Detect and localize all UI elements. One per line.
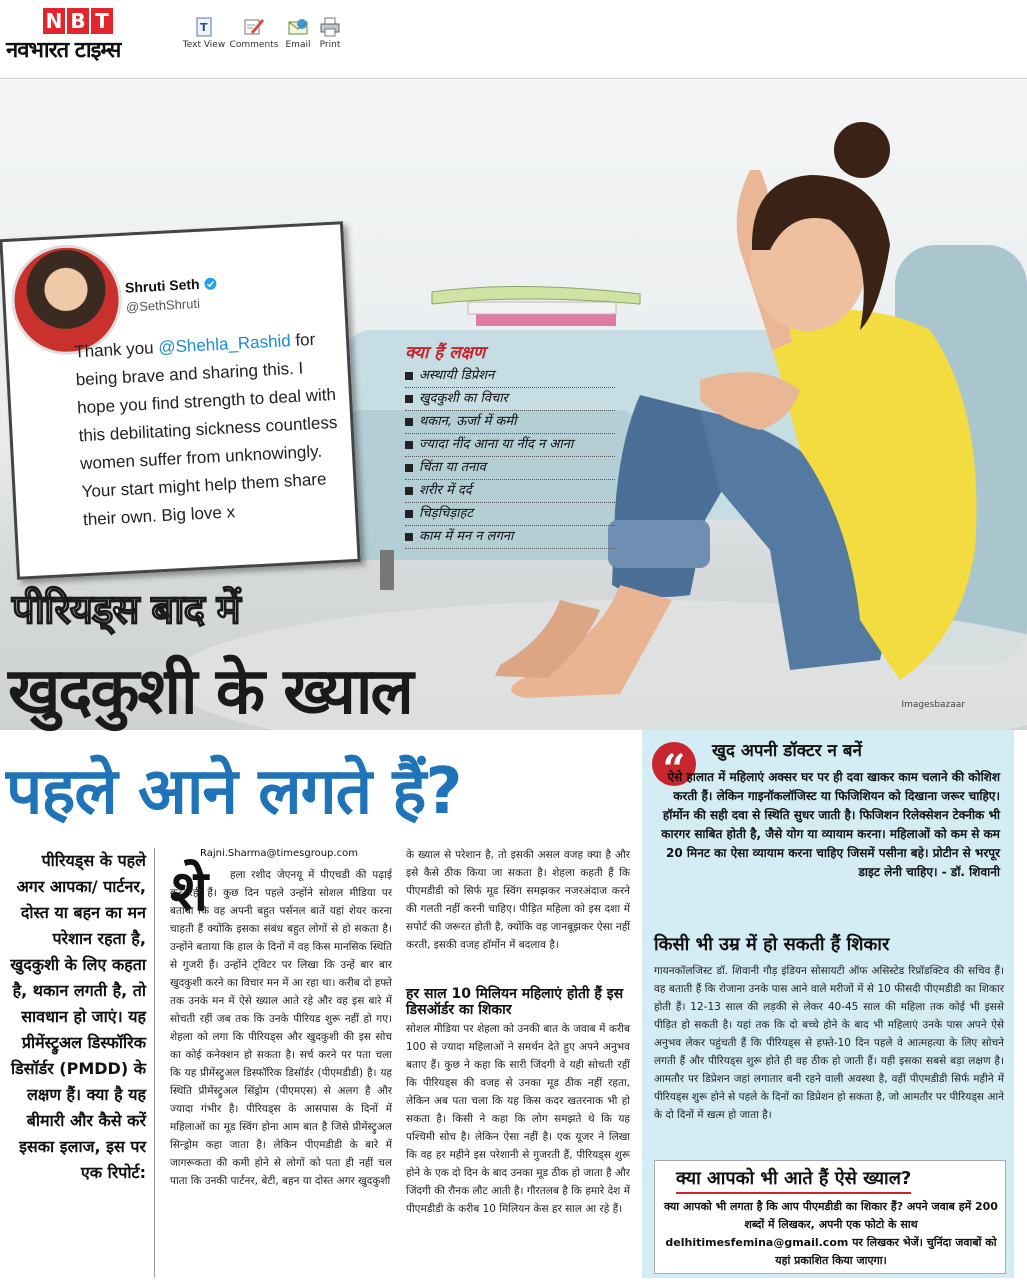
symptom-item: शरीर में दर्द <box>405 480 615 503</box>
tweet-text-end: for being brave and sharing this. I hope you find strength to deal with this debilitating sickness countless women suffer from unknowingly. Your start might help them share their own. Big love x <box>75 329 338 530</box>
column-divider <box>154 848 155 1278</box>
tweet-author-name <box>125 275 217 296</box>
text-view-button[interactable] <box>178 16 230 50</box>
symptom-item: चिड़चिड़ाहट <box>405 503 615 526</box>
headline-line-2: खुदकुशी के ख्याल <box>8 655 412 729</box>
logo-letter-b: B <box>67 8 89 34</box>
bullet-icon <box>405 372 413 380</box>
nbt-logo[interactable] <box>43 8 113 36</box>
tweet-author-handle: @SethShruti <box>125 295 201 315</box>
drop-cap: शे <box>170 859 209 924</box>
headline-line-1: पीरियड्स बाद में <box>12 587 240 633</box>
article-column-2-continued: सोशल मीडिया पर शेहला को उनकी बात के जवाब में करीब 100 से ज्यादा महिलाओं ने समर्थन देते हुए अपने अनुभव बताए हैं। कुछ ने कहा कि सारी जिंदगी वे यही सोचती रहीं कि पीरियड्स की वजह से उनका मूड ठीक नहीं रहता, लेकिन अब पता चला कि यह किस कदर खतरनाक भी हो सकता है। किसी ने कहा कि लोग समझते थे कि यह पश्चिमी सोच है। लेकिन ऐसा नहीं है। एक यूजर ने लिखा कि वह हर महीने इस परेशानी से गुजरती हैं, पीरियड्स शुरू होने के एक दो दिन के बाद उनका मूड ठीक हो जाता है और जिंदगी की रौनक लौट आती है। गौरतलब है कि हमारे देश में पीएमडीडी के करीब 10 मिलियन केस हर साल आ रहे हैं। <box>406 1023 630 1215</box>
text-view-label: Text View <box>182 40 226 50</box>
bullet-icon <box>405 395 413 403</box>
logo-letter-n: N <box>43 8 65 34</box>
comments-icon <box>243 16 265 38</box>
contact-email-link[interactable]: delhitimesfemina@gmail.com <box>665 1236 849 1249</box>
print-label: Print <box>319 40 341 50</box>
email-label: Email <box>285 40 311 50</box>
quote-icon: “ <box>652 742 696 786</box>
symptom-item: अस्थायी डिप्रेशन <box>405 365 615 388</box>
tweet-author-name-text: Shruti Seth <box>124 275 201 296</box>
reader-callout-text: क्या आपको भी लगता है कि आप पीएमडीडी का शिकार हैं? अपने जवाब हमें 200 शब्दों में लिखकर, अपनी एक फोटो के साथ delhitimesfemina@gmail.com पर लिखकर भेजें। चुनिंदा जवाबों को यहां प्रकाशित किया जाएगा। <box>664 1200 998 1267</box>
headline-line-3: पहले आने लगते हैं? <box>6 755 462 829</box>
verified-badge-icon <box>203 277 217 291</box>
symptoms-box <box>405 340 615 549</box>
article-subheading: हर साल 10 मिलियन महिलाएं होती हैं इस डिसऑर्डर का शिकार <box>406 986 624 1018</box>
tweet-card <box>0 221 361 580</box>
print-icon <box>319 16 341 38</box>
bullet-icon <box>405 464 413 472</box>
section-body: गायनकॉलजिस्ट डॉ. शिवानी गौड़ इंडियन सोसायटी ऑफ असिस्टेड रिप्रॉडक्टिव की सचिव हैं। वह बताती हैं कि रोजाना उनके पास आने वाले मरीजों में से 10 फीसदी पीएमडीडी का शिकार होती हैं। 12-13 साल की लड़की से लेकर 40-45 साल की महिला तक कोई भी इससे पीड़ित हो सकती है। यहां तक कि दो बच्चे होने के बाद भी महिलाएं उनके पास अपने ऐसे अनुभव लेकर पहुंचती हैं कि पीरियड्स से हफ्ते-10 दिन पहले वे आत्महत्या के लिए सोचने लगती हैं और पीरियड्स शुरू होते ही वह ठीक हो जाती हैं। यही इसका सबसे बड़ा लक्षण है। आमतौर पर डिप्रेशन जहां लगातार बनी रहने वाली अवस्था है, वहीं पीएमडीडी सिर्फ महीने में पीरियड्स शुरू होने से पहले के दिनों का डिप्रेशन हो सकता है, जो आमतौर पर पीरियड्स आने के दो दिनों में खत्म हो जाता है। <box>654 965 1004 1121</box>
section-title: किसी भी उम्र में हो सकती हैं शिकार <box>654 934 890 955</box>
logo-hindi-text[interactable]: नवभारत टाइम्स <box>6 38 121 63</box>
author-byline[interactable]: Rajni.Sharma@timesgroup.com <box>200 848 358 859</box>
symptom-item: खुदकुशी का विचार <box>405 388 615 411</box>
bullet-icon <box>405 441 413 449</box>
reader-callout-title: क्या आपको भी आते हैं ऐसे ख्याल? <box>676 1166 911 1194</box>
symptom-item: थकान, ऊर्जा में कमी <box>405 411 615 434</box>
print-button[interactable] <box>304 16 356 50</box>
comments-label: Comments <box>229 40 279 50</box>
bullet-icon <box>405 418 413 426</box>
symptom-item: काम में मन न लगना <box>405 526 615 549</box>
photo-credit: Imagesbazaar <box>901 700 965 710</box>
tweet-text <box>74 325 346 534</box>
symptom-item: ज्यादा नींद आना या नींद न आना <box>405 434 615 457</box>
logo-letter-t: T <box>91 8 113 34</box>
toolbar <box>0 0 1027 79</box>
article-intro: पीरियड्स के पहले अगर आपका/ पार्टनर, दोस्त या बहन का मन परेशान रहता है, खुदकुशी के लिए कहता है, थकान लगती है, तो सावधान हो जाएं। यह प्रीमेंस्ट्रुअल डिस्फॉरिक डिसॉर्डर (PMDD) के लक्षण हैं। क्या है यह बीमारी और कैसे करें इसका इलाज, इस पर एक रिपोर्ट: <box>10 851 146 1182</box>
bullet-icon <box>405 533 413 541</box>
text-view-icon <box>194 16 214 38</box>
svg-text:T: T <box>200 21 208 34</box>
quote-title: खुद अपनी डॉक्टर न बनें <box>712 741 862 761</box>
article-column-2: के ख्याल से परेशान है, तो इसकी असल वजह क्या है और इसे कैसे ठीक किया जा सकता है। शेहला कहती हैं कि पीएमडीडी को सिर्फ मूड स्विंग समझकर नजरअंदाज करने की गलती नहीं करनी चाहिए। पीड़ित महिला को इस दशा में सपोर्ट की जरूरत होती है, क्योंकि वह जानबूझकर ऐसा नहीं करती, इसकी वजह हॉर्मोन में बदलाव है। <box>406 849 630 951</box>
tweet-mention: @Shehla_Rashid <box>157 331 292 358</box>
quote-body: ऐसे हालात में महिलाएं अक्सर घर पर ही दवा खाकर काम चलाने की कोशिश करती हैं। लेकिन गाइनॉकलॉजिस्ट या फिजिशियन को दिखाना जरूर चाहिए। हॉर्मोन की सही दवा से स्थिति सुधर जाती है। फिजिशन रिलेक्सेशन टेक्नीक भी कारगर साबित होती है, जैसे योग या व्यायाम करना। महिलाओं को कम से कम 20 मिनट का ऐसा व्यायाम करना चाहिए जिसमें पसीना बहे। प्रोटीन से भरपूर डाइट लेनी चाहिए। - डॉ. शिवानी <box>661 770 1000 879</box>
symptom-item: चिंता या तनाव <box>405 457 615 480</box>
bullet-icon <box>405 510 413 518</box>
article-column-1: हला रशीद जेएनयू में पीएचडी की पढ़ाई कर रही हैं। कुछ दिन पहले उन्होंने सोशल मीडिया पर बताया कि वह अपनी बहुत पर्सनल बातें यहां शेयर करना चाहती हैं क्योंकि इसका संबंध बहुत लोगों से हो सकता है। उन्होंने बताया कि हाल के दिनों में वह किस मानसिक स्थिति से गुजरी हैं। उन्होंने ट्विटर पर लिखा कि उन्हें बार बार खुदकुशी करने का विचार मन में आ रहा था। करीब दो हफ्ते तक उनके मन में ऐसे ख्याल आते रहे और वह इस बारे में सोचती रहीं जब तक कि उनके पीरियड शुरू नहीं हो गए। शेहला को लगा कि पीरियड्स और खुदकुशी की इस सोच का कोई कनेक्शन हो सकता है। सर्च करने पर पता चला कि यह प्रीमेंस्ट्रुअल डिस्फॉरिक डिसॉर्डर (पीएमडीडी) है। यह स्थिति प्रीमेंस्ट्रुअल सिंड्रोम (पीएमएस) से अलग है और ज्यादा गंभीर है। पीरियड्स के आसपास के दिनों में महिलाओं का मूड स्विंग होना आम बात है जिसे प्रीमेंस्ट्रुअल सिन्ड्रोम कहा जाता है। लेकिन पीएमडीडी के बारे में जागरूकता की कमी होने से लोगों को पता ही नहीं चल पाता कि उनकी पार्टनर, बेटी, बहन या दोस्त अगर खुदकुशी <box>170 869 392 1187</box>
tweet-text-start: Thank you <box>73 338 159 362</box>
bullet-icon <box>405 487 413 495</box>
symptoms-title: क्या हैं लक्षण <box>405 343 486 363</box>
